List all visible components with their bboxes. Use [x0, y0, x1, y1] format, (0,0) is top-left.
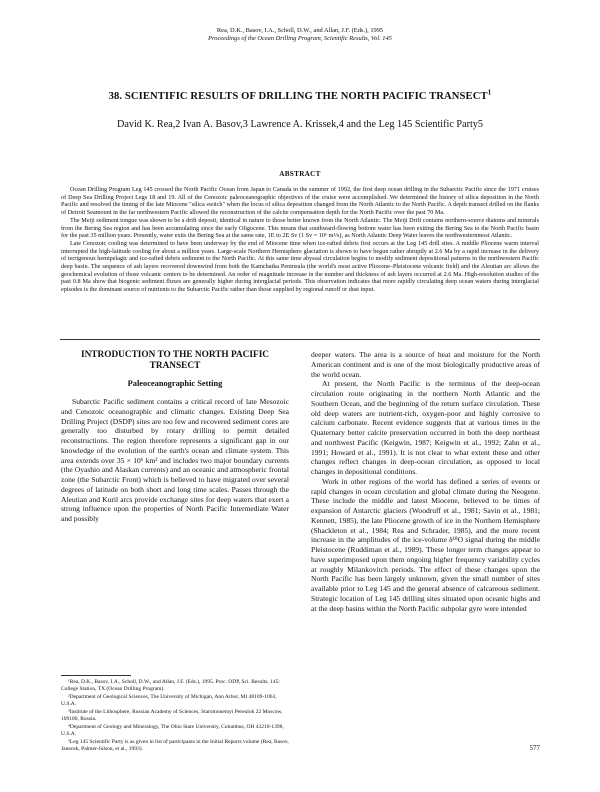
- author-list: David K. Rea,2 Ivan A. Basov,3 Lawrence A. Krissek,4 and the Leg 145 Scientific Party5: [117, 119, 483, 130]
- footnote: ⁵Leg 145 Scientific Party is as given in list of participants in the Initial Reports volume (Rea, Basov, Janecek, Palmer-Julson, et al., 1993).: [61, 738, 289, 752]
- running-header: [0, 27, 600, 43]
- subsection-heading: Paleoceanographic Setting: [127, 379, 223, 388]
- abstract-paragraph: Ocean Drilling Program Leg 145 crossed the North Pacific Ocean from Japan to Canada in the summer of 1992, the first deep ocean drilling in the Subarctic Pacific since the 1971 cruises of Deep Sea Drilling Project Legs 18 and 19. All of the Cenozoic paleoceanographic objectives of the cruise were accomplished. We determined the history of silica deposition in the North Pacific and resolved the timing of the late Miocene "silica switch" when the locus of silica deposition changed from the North Atlantic to the North Pacific. A depth transect drilled on the flanks of Detroit Seamount in the far northwestern Pacific allowed the reconstruction of the calcite compensation depth for the North Pacific over the past 70 Ma.: [61, 186, 539, 217]
- header-citation: Rea, D.K., Basov, I.A., Scholl, D.W., and Allan, J.F. (Eds.), 1995: [216, 27, 384, 34]
- footnote: ¹Rea, D.K., Basov, I.A., Scholl, D.W., and Allan, J.F. (Eds.), 1995. Proc. ODP, Sci. Results, 145: College Station, TX (Ocean Drilling Program).: [61, 679, 280, 692]
- title-footnote-marker: 1: [487, 87, 492, 97]
- body-paragraph: Work in other regions of the world has defined a series of events or rapid changes in ocean circulation and global climate during the Neogene. These include the middle and latest Miocene, believed to be times of expansion of Antarctic glaciers (Woodruff et al., 1981; Savin et al., 1981; Kennett, 1985), the late Pliocene growth of ice in the Northern Hemisphere (Shackleton et al., 1984; Rea and Schrader, 1985), and the more recent increase in the amplitudes of the ice-volume δ¹⁸O signal during the middle Pleistocene (Ruddiman et al., 1989). These longer term changes appear to have superimposed upon them ongoing higher frequency variability cycles at roughly Milankovitch periods. The effect of these changes upon the North Pacific has been largely unknown, given the small number of sites available prior to Leg 145 and the general absence of calcareous sediment. Strategic location of Leg 145 drilling sites situated upon oceanic highs and at the deep basins within the North Pacific subpolar gyre were intended: [311, 476, 540, 613]
- body-paragraph: At present, the North Pacific is the terminus of the deep-ocean circulation route originating in the northern North Atlantic and the Southern Ocean, and the beginning of the return surface circulation. These old deep waters are nutrient-rich, oxygen-poor and highly corrosive to calcium carbonate. Recent evidence suggests that at various times in the Quaternary better calcite preservation occurred in both the deep northeast and northwest Pacific (Keigwin, 1987; Keigwin et al., 1992; Zahn et al., 1991; Howard et al., 1991). It is not clear to what extent these and other changes reflect changes in deep-ocean circulation, as opposed to local changes in depositional conditions.: [311, 379, 540, 476]
- right-column: [311, 350, 540, 613]
- footnotes: [61, 679, 289, 754]
- footnote: ³Institute of the Lithosphere, Russian Academy of Sciences, Staromonetnyi Pereulok 22 Moscow, 109180, Russia.: [61, 708, 283, 722]
- paper-title: [0, 87, 600, 102]
- footnote-rule: [61, 675, 131, 676]
- abstract-paragraph: The Meiji sediment tongue was shown to be a drift deposit, identical in nature to those better known from the North Atlantic. The Meiji Drift contains northern-source diatoms and minerals from the Bering Sea region and has been accumulating since the early Oligocene. This means that southward-flowing bottom water has been exiting the Bering Sea to the North Pacific basin for the past 35 million years. Presently, water exits the Bering Sea at the same rate, 1E to 2E Sv (1 Sv = 10⁶ m³/s), as North Atlantic Deep Water leaves the northwesternmost Atlantic.: [61, 216, 539, 240]
- abstract-heading: ABSTRACT: [279, 170, 321, 178]
- footnote: ²Department of Geological Sciences, The University of Michigan, Ann Arbor, MI 48109-1063, U.S.A.: [61, 693, 277, 707]
- abstract-paragraph: Late Cenozoic cooling was determined to have been underway by the end of Miocene time when ice-rafted debris first occurs at the Leg 145 drill sites. A middle Pliocene warm interval interrupted the high-latitude cooling for about a million years. Large-scale Northern Hemisphere glaciation is shown to have begun rather abruptly at 2.6 Ma by a rapid increase in the delivery of terrigenous hemipelagic and ice-rafted debris sediment to the North Pacific. At this same time abyssal circulation begins to modify sediment depositional patterns in the northwestern Pacific deep basin. The sequence of ash layers recovered downwind from both the Kamchatka Peninsula (the world's most active Pliocene–Pleistocene volcanic field) and the Aleutian arc allows the geochemical evolution of those volcanic centers to be determined. An order of magnitude increase in the number and thickness of ash layers occurred at 2.6 Ma. High-resolution studies of the past 0.8 Ma show that biogenic sediment fluxes are generally higher during interglacial periods. This observation indicates that more rapidly circulating deep ocean waters during interglacial episodes is the dominant source of nutrients to the Subarctic Pacific rather than those supplied by regional runoff or dust input.: [61, 239, 539, 294]
- header-proceedings: Proceedings of the Ocean Drilling Program, Scientific Results, Vol. 145: [208, 35, 392, 42]
- section-heading: INTRODUCTION TO THE NORTH PACIFIC TRANSECT: [80, 350, 270, 371]
- body-paragraph-continued: deeper waters. The area is a source of heat and moisture for the North American continent and is one of the most biologically productive areas of the world ocean.: [311, 350, 540, 379]
- page-number: 577: [529, 744, 540, 752]
- footnote: ⁴Department of Geology and Mineralogy, The Ohio State University, Columbus, OH 43210-1398, U.S.A.: [61, 723, 284, 737]
- paper-title-text: 38. SCIENTIFIC RESULTS OF DRILLING THE NORTH PACIFIC TRANSECT: [108, 91, 488, 102]
- body-paragraph: Subarctic Pacific sediment contains a critical record of late Mesozoic and Cenozoic oceanographic and climatic changes. Existing Deep Sea Drilling Project (DSDP) sites are too few and recovered sediment cores are generally too disturbed by rotary drilling to permit detailed reconstructions. The region therefore represents a significant gap in our knowledge of the evolution of the earth's ocean and climate system. This area extends over 35 × 10⁶ km² and includes two major boundary currents (the Oyashio and Alaskan currents) and an oceanic and atmospheric frontal zone (the Subarctic Front) which is believed to have migrated over several degrees of latitude on both short and long time scales. Passes through the Aleutian and Kuril arcs provide exchange sites for deep waters that exert a strong influence upon the properties of North Pacific Intermediate Water and possibly: [61, 397, 289, 523]
- abstract-body: [61, 186, 539, 294]
- left-column: [61, 350, 289, 524]
- section-divider: [60, 339, 540, 340]
